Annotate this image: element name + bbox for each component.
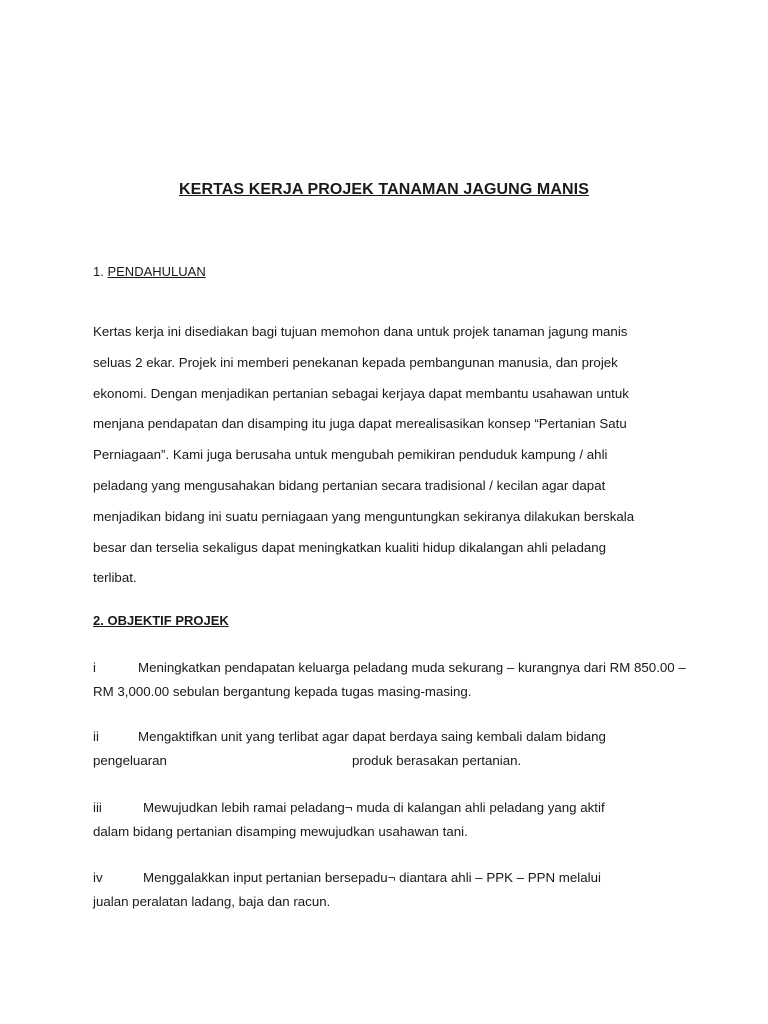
document-title: KERTAS KERJA PROJEK TANAMAN JAGUNG MANIS [179, 181, 589, 198]
paragraph-line: terlibat. [93, 570, 137, 586]
paragraph-line: besar dan terselia sekaligus dapat meningkatkan kualiti hidup dikalangan ahli peladang [93, 539, 607, 555]
paragraph-line: Perniagaan”. Kami juga berusaha untuk mengubah pemikiran penduduk kampung / ahli [93, 447, 608, 463]
objective-text-part: pengeluaran [93, 753, 167, 768]
objective-text: Mewujudkan lebih ramai peladang¬ muda di kalangan ahli peladang yang aktif [143, 800, 605, 815]
objective-item [93, 725, 743, 773]
objective-line [93, 725, 743, 749]
objective-continuation: dalam bidang pertanian disamping mewujudkan usahawan tani. [93, 824, 468, 839]
objective-line [93, 796, 743, 820]
objective-number: iii [93, 800, 102, 815]
objective-line [93, 656, 743, 680]
objective-item [93, 796, 743, 844]
paragraph-line: Kertas kerja ini disediakan bagi tujuan memohon dana untuk projek tanaman jagung manis [93, 324, 628, 339]
section-1-title: PENDAHULUAN [107, 264, 206, 279]
objective-text-part: produk berasakan pertanian. [351, 753, 522, 768]
objective-continuation: RM 3,000.00 sebulan bergantung kepada tugas masing-masing. [93, 684, 472, 699]
objective-number: i [93, 660, 96, 675]
objective-text: Menggalakkan input pertanian bersepadu¬ diantara ahli – PPK – PPN melalui [143, 870, 601, 885]
paragraph-line: seluas 2 ekar. Projek ini memberi penekanan kepada pembangunan manusia, dan projek [93, 354, 618, 370]
objective-continuation [93, 749, 743, 773]
objective-item [93, 656, 743, 704]
objective-line [93, 866, 743, 890]
section-1-heading [93, 264, 206, 279]
objective-continuation: jualan peralatan ladang, baja dan racun. [93, 894, 331, 909]
section-1-number: 1. [93, 264, 104, 279]
paragraph-line: menjana pendapatan dan disamping itu juga dapat merealisasikan konsep “Pertanian Satu [93, 416, 627, 432]
objective-text: Mengaktifkan unit yang terlibat agar dapat berdaya saing kembali dalam bidang [138, 729, 606, 744]
objective-number: iv [93, 870, 103, 885]
objective-item [93, 866, 743, 914]
paragraph-line: peladang yang mengusahakan bidang pertanian secara tradisional / kecilan agar dapat [93, 477, 606, 493]
paragraph-line: menjadikan bidang ini suatu perniagaan yang menguntungkan sekiranya dilakukan berskala [93, 508, 635, 524]
paragraph-line: ekonomi. Dengan menjadikan pertanian sebagai kerjaya dapat membantu usahawan untuk [93, 385, 629, 401]
section-2-heading: 2. OBJEKTIF PROJEK [93, 613, 229, 628]
objective-number: ii [93, 729, 99, 744]
objective-text: Meningkatkan pendapatan keluarga peladang muda sekurang – kurangnya dari RM 850.00 – [138, 660, 686, 675]
introduction-paragraph [93, 322, 713, 599]
